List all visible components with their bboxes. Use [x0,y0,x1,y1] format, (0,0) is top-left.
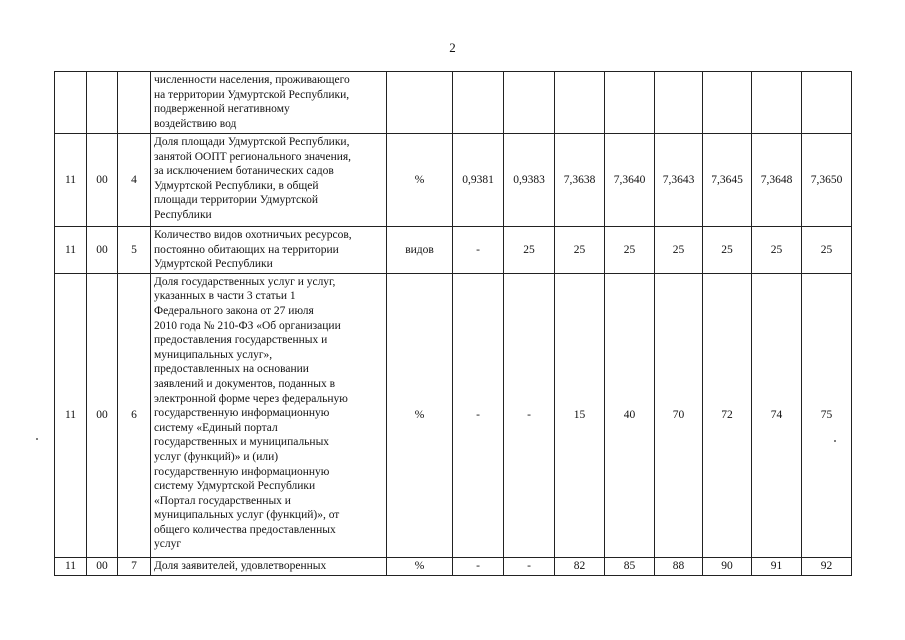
table-row [55,134,852,227]
code-cell: 00 [87,134,118,227]
value-cell: - [504,557,555,575]
indicator-description [151,134,387,227]
description-line: государственных и муниципальных [154,436,330,449]
description-line: государственную информационную [154,465,330,478]
value-cell [703,72,752,134]
description-line: Республики [154,208,212,221]
table-row [55,72,852,134]
value-cell: 88 [655,557,703,575]
value-cell: 92 [802,557,852,575]
description-line: общего количества предоставленных [154,523,336,536]
value-cell: 7,3640 [605,134,655,227]
indicator-description [151,273,387,557]
description-line: площади территории Удмуртской [154,194,319,207]
value-cell: 25 [655,227,703,274]
value-cell: 91 [752,557,802,575]
description-line: предоставленных на основании [154,363,309,376]
value-cell: 74 [752,273,802,557]
value-cell: 40 [605,273,655,557]
indicators-table [54,71,852,576]
code-cell: 11 [55,227,87,274]
unit-cell [387,72,453,134]
description-line: услуг (функций)» и (или) [154,450,279,463]
value-cell: - [453,273,504,557]
description-line: постоянно обитающих на территории [154,243,339,256]
code-cell [118,72,151,134]
code-cell: 00 [87,557,118,575]
code-cell: 4 [118,134,151,227]
code-cell [87,72,118,134]
value-cell: 70 [655,273,703,557]
value-cell: 0,9381 [453,134,504,227]
description-line: Количество видов охотничьих ресурсов, [154,229,352,241]
code-cell: 7 [118,557,151,575]
value-cell: 25 [504,227,555,274]
description-line: «Портал государственных и [154,494,291,507]
value-cell [752,72,802,134]
value-cell: 7,3638 [555,134,605,227]
value-cell: 25 [703,227,752,274]
description-line: услуг [154,538,182,551]
value-cell [802,72,852,134]
value-cell: 7,3643 [655,134,703,227]
unit-cell: % [387,557,453,575]
indicator-description [151,227,387,274]
description-line: муниципальных услуг (функций)», от [154,509,340,522]
indicator-description [151,557,387,575]
description-line: численности населения, проживающего [154,74,350,86]
page-number: 2 [449,40,456,55]
description-line: заявлений и документов, поданных в [154,377,336,390]
value-cell: 15 [555,273,605,557]
value-cell: - [453,557,504,575]
description-line: указанных в части 3 статьи 1 [154,290,296,303]
table-row [55,227,852,274]
description-line: Удмуртской Республики [154,258,273,271]
value-cell [605,72,655,134]
code-cell: 00 [87,227,118,274]
description-line: Доля заявителей, удовлетворенных [154,559,327,572]
code-cell: 6 [118,273,151,557]
value-cell: 25 [802,227,852,274]
table-row [55,557,852,575]
scan-speck [834,440,836,442]
value-cell: 25 [605,227,655,274]
value-cell: 25 [555,227,605,274]
description-line: систему «Единый портал [154,421,278,434]
value-cell: - [504,273,555,557]
description-line: подверженной негативному [154,103,290,116]
value-cell [655,72,703,134]
value-cell: 85 [605,557,655,575]
value-cell: 82 [555,557,605,575]
description-line: занятой ООПТ регионального значения, [154,150,352,163]
description-line: за исключением ботанических садов [154,165,334,178]
description-line: систему Удмуртской Республики [154,480,316,493]
value-cell: 7,3645 [703,134,752,227]
table-row [55,273,852,557]
code-cell [55,72,87,134]
description-line: 2010 года № 210-ФЗ «Об организации [154,319,341,332]
description-line: воздействию вод [154,117,237,130]
value-cell: 0,9383 [504,134,555,227]
indicator-description [151,72,387,134]
value-cell: 7,3648 [752,134,802,227]
code-cell: 5 [118,227,151,274]
value-cell [555,72,605,134]
value-cell: 25 [752,227,802,274]
unit-cell: % [387,273,453,557]
code-cell: 11 [55,557,87,575]
description-line: электронной форме через федеральную [154,392,348,405]
description-line: муниципальных услуг», [154,348,273,361]
description-line: предоставления государственных и [154,334,328,347]
code-cell: 11 [55,273,87,557]
description-line: Федерального закона от 27 июля [154,304,314,317]
description-line: Удмуртской Республики, в общей [154,179,319,192]
value-cell: 7,3650 [802,134,852,227]
description-line: на территории Удмуртской Республики, [154,88,350,101]
value-cell [504,72,555,134]
unit-cell: видов [387,227,453,274]
value-cell [453,72,504,134]
description-line: государственную информационную [154,407,330,420]
description-line: Доля государственных услуг и услуг, [154,275,336,288]
value-cell: 90 [703,557,752,575]
unit-cell: % [387,134,453,227]
code-cell: 00 [87,273,118,557]
value-cell: 72 [703,273,752,557]
value-cell: - [453,227,504,274]
scan-speck [36,438,38,440]
value-cell: 75 [802,273,852,557]
code-cell: 11 [55,134,87,227]
description-line: Доля площади Удмуртской Республики, [154,136,350,148]
